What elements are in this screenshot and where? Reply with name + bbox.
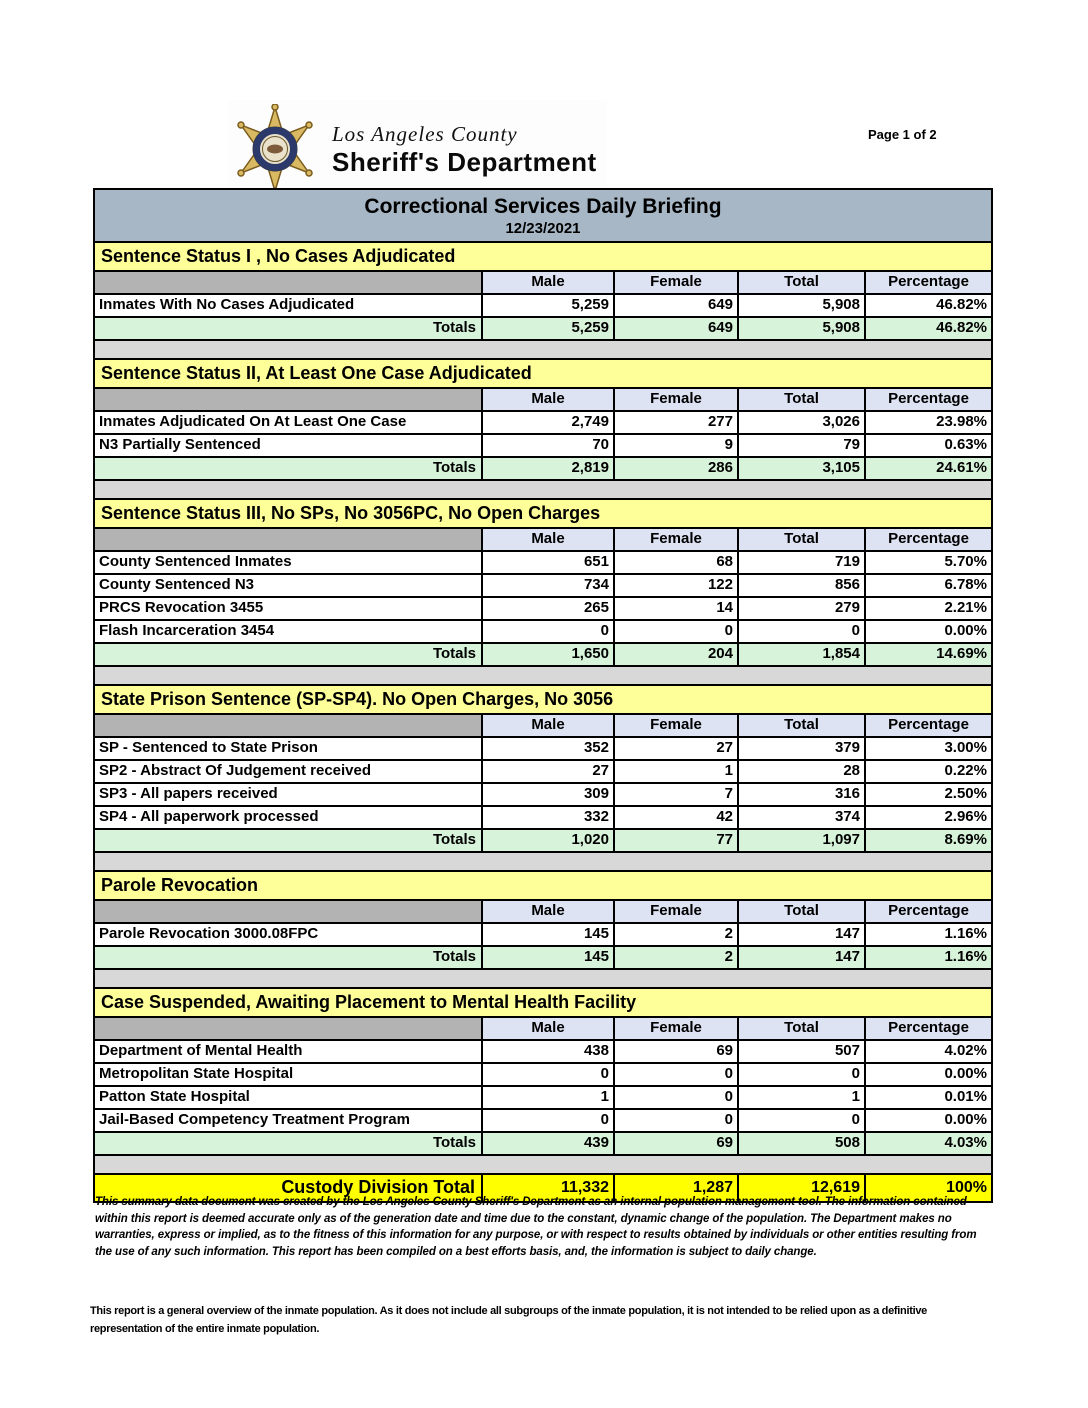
section-divider bbox=[95, 851, 991, 870]
table-row bbox=[95, 922, 991, 945]
female-value: 1,287 bbox=[613, 1175, 737, 1201]
table-row bbox=[95, 1039, 991, 1062]
section-title-sentence-status-1: Sentence Status I , No Cases Adjudicated bbox=[95, 241, 991, 272]
row-label: SP4 - All paperwork processed bbox=[99, 808, 319, 825]
column-header-row bbox=[95, 715, 991, 736]
table-row bbox=[95, 596, 991, 619]
female-value: 122 bbox=[613, 575, 737, 596]
column-header-total: Total bbox=[737, 1018, 864, 1039]
male-value: 0 bbox=[481, 1064, 613, 1085]
male-value: 2,749 bbox=[481, 412, 613, 433]
section-title-sentence-status-2: Sentence Status II, At Least One Case Adjudicated bbox=[95, 358, 991, 389]
male-value: 651 bbox=[481, 552, 613, 573]
total-value: 279 bbox=[737, 598, 864, 619]
total-value: 28 bbox=[737, 761, 864, 782]
totals-row bbox=[95, 1131, 991, 1154]
row-label: SP2 - Abstract Of Judgement received bbox=[99, 762, 372, 779]
female-value: 0 bbox=[613, 1087, 737, 1108]
column-header-spacer bbox=[95, 529, 481, 550]
female-value: 0 bbox=[613, 1110, 737, 1131]
column-header-total: Total bbox=[737, 715, 864, 736]
percentage-value: 8.69% bbox=[864, 830, 991, 851]
column-header-percentage: Percentage bbox=[864, 529, 991, 550]
percentage-value: 4.02% bbox=[864, 1041, 991, 1062]
female-value: 27 bbox=[613, 738, 737, 759]
totals-label: Totals bbox=[95, 458, 481, 479]
female-value: 649 bbox=[613, 318, 737, 339]
column-header-male: Male bbox=[481, 1018, 613, 1039]
total-value: 1,854 bbox=[737, 644, 864, 665]
totals-label: Totals bbox=[95, 1133, 481, 1154]
table-row bbox=[95, 550, 991, 573]
male-value: 5,259 bbox=[481, 318, 613, 339]
male-value: 0 bbox=[481, 1110, 613, 1131]
percentage-value: 2.96% bbox=[864, 807, 991, 828]
totals-row bbox=[95, 456, 991, 479]
section-title-case-suspended: Case Suspended, Awaiting Placement to Mental Health Facility bbox=[95, 987, 991, 1018]
column-header-female: Female bbox=[613, 715, 737, 736]
percentage-value: 1.16% bbox=[864, 947, 991, 968]
column-header-percentage: Percentage bbox=[864, 389, 991, 410]
page-number: Page 1 of 2 bbox=[868, 127, 937, 142]
table-row bbox=[95, 782, 991, 805]
total-value: 1 bbox=[737, 1087, 864, 1108]
percentage-value: 0.00% bbox=[864, 1110, 991, 1131]
male-value: 265 bbox=[481, 598, 613, 619]
male-value: 332 bbox=[481, 807, 613, 828]
table-row bbox=[95, 805, 991, 828]
male-value: 145 bbox=[481, 924, 613, 945]
percentage-value: 46.82% bbox=[864, 295, 991, 316]
percentage-value: 1.16% bbox=[864, 924, 991, 945]
female-value: 68 bbox=[613, 552, 737, 573]
column-header-spacer bbox=[95, 1018, 481, 1039]
column-header-female: Female bbox=[613, 1018, 737, 1039]
total-value: 0 bbox=[737, 1064, 864, 1085]
female-value: 2 bbox=[613, 924, 737, 945]
female-value: 0 bbox=[613, 1064, 737, 1085]
total-value: 0 bbox=[737, 1110, 864, 1131]
section-title-sentence-status-3: Sentence Status III, No SPs, No 3056PC, No Open Charges bbox=[95, 498, 991, 529]
total-value: 147 bbox=[737, 947, 864, 968]
totals-row bbox=[95, 945, 991, 968]
female-value: 7 bbox=[613, 784, 737, 805]
agency-county-text: Los Angeles County bbox=[332, 122, 518, 146]
column-header-total: Total bbox=[737, 272, 864, 293]
totals-row bbox=[95, 642, 991, 665]
female-value: 14 bbox=[613, 598, 737, 619]
table-row bbox=[95, 1108, 991, 1131]
table-row bbox=[95, 293, 991, 316]
section-divider bbox=[95, 1154, 991, 1173]
agency-logo-block bbox=[228, 100, 607, 202]
row-label: Inmates With No Cases Adjudicated bbox=[99, 296, 355, 313]
section-divider bbox=[95, 665, 991, 684]
daily-briefing-report bbox=[93, 188, 993, 1203]
totals-label: Totals bbox=[95, 830, 481, 851]
column-header-row bbox=[95, 1018, 991, 1039]
column-header-male: Male bbox=[481, 389, 613, 410]
column-header-male: Male bbox=[481, 529, 613, 550]
male-value: 0 bbox=[481, 621, 613, 642]
row-label: Jail-Based Competency Treatment Program bbox=[99, 1111, 410, 1128]
report-title-bar bbox=[95, 190, 991, 241]
total-value: 3,026 bbox=[737, 412, 864, 433]
table-row bbox=[95, 759, 991, 782]
total-value: 508 bbox=[737, 1133, 864, 1154]
overview-note-text: This report is a general overview of the inmate population. As it does not include all subgroups of the inmate population, it is not intended to be relied upon as a definitive representation of the entire inmate population. bbox=[90, 1305, 927, 1335]
female-value: 77 bbox=[613, 830, 737, 851]
column-header-percentage: Percentage bbox=[864, 1018, 991, 1039]
female-value: 2 bbox=[613, 947, 737, 968]
column-header-spacer bbox=[95, 715, 481, 736]
total-value: 12,619 bbox=[737, 1175, 864, 1201]
male-value: 27 bbox=[481, 761, 613, 782]
percentage-value: 6.78% bbox=[864, 575, 991, 596]
column-header-percentage: Percentage bbox=[864, 272, 991, 293]
table-row bbox=[95, 433, 991, 456]
row-label: Patton State Hospital bbox=[99, 1088, 250, 1105]
total-value: 507 bbox=[737, 1041, 864, 1062]
percentage-value: 5.70% bbox=[864, 552, 991, 573]
female-value: 649 bbox=[613, 295, 737, 316]
column-header-percentage: Percentage bbox=[864, 901, 991, 922]
total-value: 3,105 bbox=[737, 458, 864, 479]
row-label: Metropolitan State Hospital bbox=[99, 1065, 294, 1082]
row-label: Parole Revocation 3000.08FPC bbox=[99, 925, 319, 942]
percentage-value: 3.00% bbox=[864, 738, 991, 759]
column-header-male: Male bbox=[481, 272, 613, 293]
male-value: 1,020 bbox=[481, 830, 613, 851]
column-header-total: Total bbox=[737, 529, 864, 550]
column-header-spacer bbox=[95, 389, 481, 410]
row-label: SP3 - All papers received bbox=[99, 785, 278, 802]
row-label: Department of Mental Health bbox=[99, 1042, 303, 1059]
total-value: 5,908 bbox=[737, 295, 864, 316]
table-row bbox=[95, 1085, 991, 1108]
section-divider bbox=[95, 339, 991, 358]
disclaimer-text: This summary data document was created by the Los Angeles County Sheriff's Department as an internal population management tool. The information contained within this report is deemed accurate only as of the generation date and time due to the constant, dynamic change of the population. The Department makes no warranties, express or implied, as to the fitness of this information for any purpose, or with respect to results obtained by individuals or other entities resulting from the use of any such information. This report has been compiled on a best efforts basis, and, the information is subject to daily change. bbox=[95, 1196, 977, 1259]
female-value: 0 bbox=[613, 621, 737, 642]
column-header-row bbox=[95, 272, 991, 293]
section-divider bbox=[95, 479, 991, 498]
totals-label: Totals bbox=[95, 644, 481, 665]
percentage-value: 2.50% bbox=[864, 784, 991, 805]
percentage-value: 4.03% bbox=[864, 1133, 991, 1154]
row-label: Flash Incarceration 3454 bbox=[99, 622, 275, 639]
female-value: 1 bbox=[613, 761, 737, 782]
percentage-value: 46.82% bbox=[864, 318, 991, 339]
female-value: 277 bbox=[613, 412, 737, 433]
totals-row bbox=[95, 316, 991, 339]
column-header-female: Female bbox=[613, 272, 737, 293]
column-header-female: Female bbox=[613, 389, 737, 410]
table-row bbox=[95, 410, 991, 433]
percentage-value: 23.98% bbox=[864, 412, 991, 433]
custody-division-total-label: Custody Division Total bbox=[95, 1175, 481, 1201]
row-label: PRCS Revocation 3455 bbox=[99, 599, 264, 616]
totals-label: Totals bbox=[95, 947, 481, 968]
column-header-female: Female bbox=[613, 529, 737, 550]
percentage-value: 0.01% bbox=[864, 1087, 991, 1108]
table-row bbox=[95, 736, 991, 759]
male-value: 11,332 bbox=[481, 1175, 613, 1201]
male-value: 438 bbox=[481, 1041, 613, 1062]
column-header-spacer bbox=[95, 272, 481, 293]
column-header-total: Total bbox=[737, 901, 864, 922]
column-header-row bbox=[95, 389, 991, 410]
female-value: 69 bbox=[613, 1041, 737, 1062]
section-divider bbox=[95, 968, 991, 987]
totals-label: Totals bbox=[95, 318, 481, 339]
table-row bbox=[95, 573, 991, 596]
female-value: 286 bbox=[613, 458, 737, 479]
column-header-female: Female bbox=[613, 901, 737, 922]
column-header-male: Male bbox=[481, 901, 613, 922]
agency-department-text: Sheriff's Department bbox=[332, 147, 597, 177]
percentage-value: 0.63% bbox=[864, 435, 991, 456]
percentage-value: 100% bbox=[864, 1175, 991, 1201]
column-header-total: Total bbox=[737, 389, 864, 410]
percentage-value: 0.00% bbox=[864, 621, 991, 642]
male-value: 309 bbox=[481, 784, 613, 805]
column-header-percentage: Percentage bbox=[864, 715, 991, 736]
total-value: 374 bbox=[737, 807, 864, 828]
male-value: 1,650 bbox=[481, 644, 613, 665]
male-value: 352 bbox=[481, 738, 613, 759]
male-value: 145 bbox=[481, 947, 613, 968]
female-value: 69 bbox=[613, 1133, 737, 1154]
total-value: 316 bbox=[737, 784, 864, 805]
row-label: SP - Sentenced to State Prison bbox=[99, 739, 318, 756]
male-value: 2,819 bbox=[481, 458, 613, 479]
total-value: 379 bbox=[737, 738, 864, 759]
table-row bbox=[95, 1062, 991, 1085]
totals-row bbox=[95, 828, 991, 851]
percentage-value: 0.22% bbox=[864, 761, 991, 782]
row-label: County Sentenced Inmates bbox=[99, 553, 292, 570]
total-value: 0 bbox=[737, 621, 864, 642]
total-value: 1,097 bbox=[737, 830, 864, 851]
total-value: 719 bbox=[737, 552, 864, 573]
male-value: 439 bbox=[481, 1133, 613, 1154]
sheriff-star-badge-icon bbox=[232, 104, 318, 196]
percentage-value: 24.61% bbox=[864, 458, 991, 479]
total-value: 856 bbox=[737, 575, 864, 596]
column-header-spacer bbox=[95, 901, 481, 922]
female-value: 9 bbox=[613, 435, 737, 456]
column-header-male: Male bbox=[481, 715, 613, 736]
male-value: 70 bbox=[481, 435, 613, 456]
row-label: County Sentenced N3 bbox=[99, 576, 255, 593]
row-label: Inmates Adjudicated On At Least One Case bbox=[99, 413, 407, 430]
percentage-value: 14.69% bbox=[864, 644, 991, 665]
report-title: Correctional Services Daily Briefing bbox=[364, 195, 722, 218]
percentage-value: 0.00% bbox=[864, 1064, 991, 1085]
column-header-row bbox=[95, 529, 991, 550]
male-value: 5,259 bbox=[481, 295, 613, 316]
female-value: 204 bbox=[613, 644, 737, 665]
section-title-state-prison: State Prison Sentence (SP-SP4). No Open Charges, No 3056 bbox=[95, 684, 991, 715]
report-date: 12/23/2021 bbox=[505, 220, 581, 237]
section-title-parole-revocation: Parole Revocation bbox=[95, 870, 991, 901]
row-label: N3 Partially Sentenced bbox=[99, 436, 261, 453]
female-value: 42 bbox=[613, 807, 737, 828]
total-value: 79 bbox=[737, 435, 864, 456]
male-value: 734 bbox=[481, 575, 613, 596]
total-value: 5,908 bbox=[737, 318, 864, 339]
total-value: 147 bbox=[737, 924, 864, 945]
column-header-row bbox=[95, 901, 991, 922]
male-value: 1 bbox=[481, 1087, 613, 1108]
table-row bbox=[95, 619, 991, 642]
percentage-value: 2.21% bbox=[864, 598, 991, 619]
